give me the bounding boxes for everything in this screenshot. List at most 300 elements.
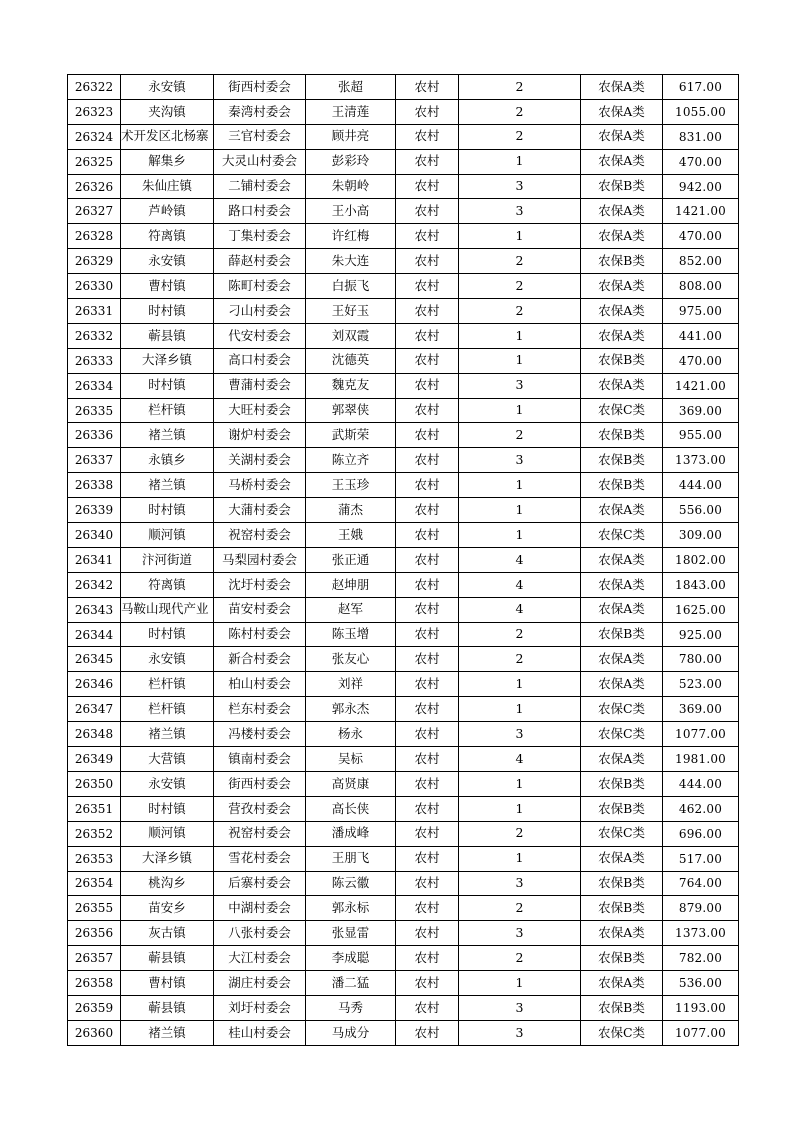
cell-village: 栏东村委会 — [214, 697, 306, 722]
cell-village: 马桥村委会 — [214, 473, 306, 498]
cell-id: 26345 — [68, 647, 121, 672]
cell-category: 农保B类 — [581, 448, 663, 473]
cell-town: 栏杆镇 — [121, 398, 214, 423]
cell-amount: 852.00 — [663, 249, 739, 274]
cell-type: 农村 — [396, 124, 459, 149]
cell-type: 农村 — [396, 572, 459, 597]
cell-town: 芦岭镇 — [121, 199, 214, 224]
cell-count: 2 — [459, 647, 581, 672]
cell-amount: 1981.00 — [663, 747, 739, 772]
cell-count: 1 — [459, 697, 581, 722]
cell-category: 农保A类 — [581, 597, 663, 622]
cell-town: 大营镇 — [121, 747, 214, 772]
cell-town: 永安镇 — [121, 249, 214, 274]
cell-amount: 517.00 — [663, 846, 739, 871]
cell-type: 农村 — [396, 299, 459, 324]
cell-name: 王玉珍 — [306, 473, 396, 498]
cell-amount: 780.00 — [663, 647, 739, 672]
cell-name: 王娥 — [306, 523, 396, 548]
cell-town: 褚兰镇 — [121, 1020, 214, 1045]
table-row — [68, 448, 739, 473]
table-row — [68, 498, 739, 523]
cell-id: 26333 — [68, 348, 121, 373]
cell-name: 潘二猛 — [306, 971, 396, 996]
cell-town: 曹村镇 — [121, 971, 214, 996]
cell-village: 关湖村委会 — [214, 448, 306, 473]
cell-count: 2 — [459, 274, 581, 299]
cell-village: 大灵山村委会 — [214, 149, 306, 174]
table-row — [68, 647, 739, 672]
cell-amount: 470.00 — [663, 149, 739, 174]
table-row — [68, 124, 739, 149]
cell-category: 农保C类 — [581, 821, 663, 846]
cell-name: 王好玉 — [306, 299, 396, 324]
cell-type: 农村 — [396, 199, 459, 224]
cell-name: 武斯荣 — [306, 423, 396, 448]
cell-category: 农保B类 — [581, 896, 663, 921]
cell-village: 陈町村委会 — [214, 274, 306, 299]
cell-id: 26327 — [68, 199, 121, 224]
cell-type: 农村 — [396, 174, 459, 199]
cell-amount: 536.00 — [663, 971, 739, 996]
table-row — [68, 921, 739, 946]
cell-amount: 1373.00 — [663, 921, 739, 946]
cell-count: 1 — [459, 348, 581, 373]
cell-id: 26322 — [68, 75, 121, 100]
cell-amount: 556.00 — [663, 498, 739, 523]
cell-amount: 808.00 — [663, 274, 739, 299]
cell-type: 农村 — [396, 99, 459, 124]
cell-village: 代安村委会 — [214, 323, 306, 348]
cell-id: 26357 — [68, 946, 121, 971]
cell-type: 农村 — [396, 348, 459, 373]
cell-count: 1 — [459, 796, 581, 821]
table-row — [68, 995, 739, 1020]
cell-village: 冯楼村委会 — [214, 722, 306, 747]
cell-town: 符离镇 — [121, 572, 214, 597]
cell-type: 农村 — [396, 622, 459, 647]
cell-category: 农保A类 — [581, 373, 663, 398]
cell-id: 26337 — [68, 448, 121, 473]
cell-amount: 1802.00 — [663, 547, 739, 572]
cell-name: 王小高 — [306, 199, 396, 224]
cell-name: 刘双霞 — [306, 323, 396, 348]
cell-id: 26330 — [68, 274, 121, 299]
cell-village: 营孜村委会 — [214, 796, 306, 821]
cell-type: 农村 — [396, 398, 459, 423]
cell-amount: 696.00 — [663, 821, 739, 846]
cell-town: 永安镇 — [121, 771, 214, 796]
cell-name: 陈云徽 — [306, 871, 396, 896]
cell-type: 农村 — [396, 722, 459, 747]
cell-village: 后寨村委会 — [214, 871, 306, 896]
cell-village: 陈村村委会 — [214, 622, 306, 647]
cell-type: 农村 — [396, 946, 459, 971]
cell-name: 潘成峰 — [306, 821, 396, 846]
cell-village: 沈圩村委会 — [214, 572, 306, 597]
cell-id: 26346 — [68, 672, 121, 697]
cell-id: 26332 — [68, 323, 121, 348]
cell-category: 农保C类 — [581, 523, 663, 548]
cell-village: 街西村委会 — [214, 75, 306, 100]
cell-village: 大旺村委会 — [214, 398, 306, 423]
table-row — [68, 398, 739, 423]
cell-town: 苗安乡 — [121, 896, 214, 921]
cell-id: 26354 — [68, 871, 121, 896]
cell-name: 高贤康 — [306, 771, 396, 796]
cell-town: 朱仙庄镇 — [121, 174, 214, 199]
cell-amount: 444.00 — [663, 771, 739, 796]
cell-village: 苗安村委会 — [214, 597, 306, 622]
cell-amount: 764.00 — [663, 871, 739, 896]
cell-count: 1 — [459, 473, 581, 498]
cell-category: 农保C类 — [581, 722, 663, 747]
cell-amount: 617.00 — [663, 75, 739, 100]
cell-type: 农村 — [396, 672, 459, 697]
cell-count: 2 — [459, 99, 581, 124]
cell-name: 刘祥 — [306, 672, 396, 697]
cell-name: 张超 — [306, 75, 396, 100]
cell-type: 农村 — [396, 249, 459, 274]
cell-type: 农村 — [396, 771, 459, 796]
cell-category: 农保A类 — [581, 124, 663, 149]
cell-category: 农保B类 — [581, 423, 663, 448]
cell-type: 农村 — [396, 523, 459, 548]
cell-type: 农村 — [396, 747, 459, 772]
cell-name: 吴标 — [306, 747, 396, 772]
cell-town: 时村镇 — [121, 796, 214, 821]
cell-town: 顺河镇 — [121, 523, 214, 548]
cell-amount: 1421.00 — [663, 373, 739, 398]
cell-name: 张显雷 — [306, 921, 396, 946]
cell-id: 26340 — [68, 523, 121, 548]
table-row — [68, 846, 739, 871]
cell-category: 农保A类 — [581, 846, 663, 871]
table-row — [68, 323, 739, 348]
cell-category: 农保A类 — [581, 323, 663, 348]
cell-town: 时村镇 — [121, 498, 214, 523]
table-row — [68, 771, 739, 796]
cell-count: 1 — [459, 771, 581, 796]
cell-id: 26347 — [68, 697, 121, 722]
cell-type: 农村 — [396, 1020, 459, 1045]
cell-count: 3 — [459, 871, 581, 896]
cell-amount: 441.00 — [663, 323, 739, 348]
cell-amount: 1421.00 — [663, 199, 739, 224]
cell-type: 农村 — [396, 921, 459, 946]
cell-village: 曹蒲村委会 — [214, 373, 306, 398]
cell-count: 3 — [459, 448, 581, 473]
cell-category: 农保B类 — [581, 622, 663, 647]
cell-type: 农村 — [396, 323, 459, 348]
cell-name: 白振飞 — [306, 274, 396, 299]
cell-id: 26324 — [68, 124, 121, 149]
cell-village: 秦湾村委会 — [214, 99, 306, 124]
cell-type: 农村 — [396, 647, 459, 672]
cell-type: 农村 — [396, 896, 459, 921]
cell-village: 雪花村委会 — [214, 846, 306, 871]
cell-village: 镇南村委会 — [214, 747, 306, 772]
cell-amount: 879.00 — [663, 896, 739, 921]
cell-village: 丁集村委会 — [214, 224, 306, 249]
cell-count: 3 — [459, 921, 581, 946]
cell-type: 农村 — [396, 846, 459, 871]
cell-village: 马梨园村委会 — [214, 547, 306, 572]
cell-count: 2 — [459, 896, 581, 921]
table-row — [68, 622, 739, 647]
table-row — [68, 672, 739, 697]
cell-name: 杨永 — [306, 722, 396, 747]
cell-category: 农保B类 — [581, 249, 663, 274]
cell-name: 赵军 — [306, 597, 396, 622]
cell-count: 1 — [459, 323, 581, 348]
cell-amount: 955.00 — [663, 423, 739, 448]
cell-town: 顺河镇 — [121, 821, 214, 846]
table-row — [68, 796, 739, 821]
cell-id: 26342 — [68, 572, 121, 597]
cell-count: 1 — [459, 971, 581, 996]
table-row — [68, 523, 739, 548]
cell-name: 马成分 — [306, 1020, 396, 1045]
cell-type: 农村 — [396, 423, 459, 448]
cell-village: 柏山村委会 — [214, 672, 306, 697]
cell-village: 八张村委会 — [214, 921, 306, 946]
table-row — [68, 971, 739, 996]
cell-town: 时村镇 — [121, 373, 214, 398]
cell-village: 路口村委会 — [214, 199, 306, 224]
cell-village: 高口村委会 — [214, 348, 306, 373]
cell-category: 农保A类 — [581, 224, 663, 249]
cell-village: 薛赵村委会 — [214, 249, 306, 274]
cell-type: 农村 — [396, 473, 459, 498]
cell-town: 解集乡 — [121, 149, 214, 174]
cell-village: 祝窑村委会 — [214, 821, 306, 846]
table-row — [68, 547, 739, 572]
cell-category: 农保C类 — [581, 697, 663, 722]
cell-town: 时村镇 — [121, 622, 214, 647]
cell-category: 农保B类 — [581, 871, 663, 896]
cell-category: 农保C类 — [581, 398, 663, 423]
cell-name: 蒲杰 — [306, 498, 396, 523]
cell-name: 王朋飞 — [306, 846, 396, 871]
cell-amount: 831.00 — [663, 124, 739, 149]
cell-name: 朱大连 — [306, 249, 396, 274]
cell-name: 张正通 — [306, 547, 396, 572]
cell-category: 农保A类 — [581, 672, 663, 697]
cell-town: 符离镇 — [121, 224, 214, 249]
cell-count: 1 — [459, 672, 581, 697]
cell-name: 彭彩玲 — [306, 149, 396, 174]
cell-town: 曹村镇 — [121, 274, 214, 299]
cell-category: 农保A类 — [581, 99, 663, 124]
table-row — [68, 149, 739, 174]
cell-town: 时村镇 — [121, 299, 214, 324]
cell-count: 3 — [459, 1020, 581, 1045]
table-row — [68, 896, 739, 921]
cell-type: 农村 — [396, 448, 459, 473]
table-row — [68, 597, 739, 622]
cell-type: 农村 — [396, 697, 459, 722]
cell-category: 农保B类 — [581, 995, 663, 1020]
cell-name: 陈玉增 — [306, 622, 396, 647]
cell-town: 褚兰镇 — [121, 473, 214, 498]
cell-id: 26329 — [68, 249, 121, 274]
cell-count: 1 — [459, 149, 581, 174]
cell-town: 褚兰镇 — [121, 423, 214, 448]
cell-amount: 925.00 — [663, 622, 739, 647]
table-row — [68, 1020, 739, 1045]
table-row — [68, 348, 739, 373]
cell-village: 新合村委会 — [214, 647, 306, 672]
cell-town: 蕲县镇 — [121, 323, 214, 348]
cell-name: 李成聪 — [306, 946, 396, 971]
table-row — [68, 821, 739, 846]
cell-town: 蕲县镇 — [121, 946, 214, 971]
cell-category: 农保A类 — [581, 274, 663, 299]
cell-category: 农保A类 — [581, 498, 663, 523]
cell-count: 3 — [459, 722, 581, 747]
table-row — [68, 572, 739, 597]
cell-id: 26328 — [68, 224, 121, 249]
cell-town: 大泽乡镇 — [121, 846, 214, 871]
cell-amount: 369.00 — [663, 697, 739, 722]
cell-id: 26331 — [68, 299, 121, 324]
cell-count: 2 — [459, 622, 581, 647]
cell-count: 1 — [459, 224, 581, 249]
cell-id: 26353 — [68, 846, 121, 871]
cell-amount: 1077.00 — [663, 722, 739, 747]
cell-town: 蕲县镇 — [121, 995, 214, 1020]
cell-town: 永镇乡 — [121, 448, 214, 473]
cell-type: 农村 — [396, 871, 459, 896]
cell-id: 26349 — [68, 747, 121, 772]
cell-category: 农保B类 — [581, 796, 663, 821]
cell-id: 26355 — [68, 896, 121, 921]
cell-category: 农保A类 — [581, 572, 663, 597]
cell-village: 谢炉村委会 — [214, 423, 306, 448]
cell-id: 26352 — [68, 821, 121, 846]
cell-town: 栏杆镇 — [121, 697, 214, 722]
cell-amount: 470.00 — [663, 224, 739, 249]
cell-name: 高长侠 — [306, 796, 396, 821]
cell-amount: 975.00 — [663, 299, 739, 324]
cell-category: 农保B类 — [581, 771, 663, 796]
cell-village: 刁山村委会 — [214, 299, 306, 324]
cell-village: 三官村委会 — [214, 124, 306, 149]
cell-town: 汴河街道 — [121, 547, 214, 572]
cell-id: 26335 — [68, 398, 121, 423]
cell-type: 农村 — [396, 995, 459, 1020]
cell-name: 朱朝岭 — [306, 174, 396, 199]
cell-count: 3 — [459, 174, 581, 199]
cell-count: 2 — [459, 946, 581, 971]
cell-name: 王清莲 — [306, 99, 396, 124]
table-row — [68, 871, 739, 896]
cell-id: 26356 — [68, 921, 121, 946]
cell-id: 26338 — [68, 473, 121, 498]
cell-name: 许红梅 — [306, 224, 396, 249]
cell-category: 农保A类 — [581, 971, 663, 996]
cell-id: 26326 — [68, 174, 121, 199]
cell-category: 农保A类 — [581, 547, 663, 572]
cell-type: 农村 — [396, 547, 459, 572]
cell-village: 桂山村委会 — [214, 1020, 306, 1045]
cell-type: 农村 — [396, 224, 459, 249]
cell-type: 农村 — [396, 796, 459, 821]
cell-name: 郭永杰 — [306, 697, 396, 722]
cell-category: 农保A类 — [581, 149, 663, 174]
cell-town: 夹沟镇 — [121, 99, 214, 124]
cell-amount: 523.00 — [663, 672, 739, 697]
cell-name: 赵坤朋 — [306, 572, 396, 597]
cell-type: 农村 — [396, 821, 459, 846]
cell-name: 沈德英 — [306, 348, 396, 373]
cell-category: 农保A类 — [581, 75, 663, 100]
table-row — [68, 473, 739, 498]
cell-id: 26341 — [68, 547, 121, 572]
table-row — [68, 946, 739, 971]
records-table — [67, 74, 739, 1046]
cell-type: 农村 — [396, 597, 459, 622]
cell-town: 褚兰镇 — [121, 722, 214, 747]
cell-count: 2 — [459, 821, 581, 846]
cell-count: 2 — [459, 75, 581, 100]
cell-town: 桃沟乡 — [121, 871, 214, 896]
table-row — [68, 274, 739, 299]
cell-category: 农保A类 — [581, 921, 663, 946]
cell-id: 26360 — [68, 1020, 121, 1045]
table-row — [68, 199, 739, 224]
cell-name: 魏克友 — [306, 373, 396, 398]
cell-count: 1 — [459, 498, 581, 523]
cell-village: 大蒲村委会 — [214, 498, 306, 523]
cell-town: 大泽乡镇 — [121, 348, 214, 373]
cell-category: 农保C类 — [581, 1020, 663, 1045]
cell-count: 1 — [459, 398, 581, 423]
table-row — [68, 99, 739, 124]
cell-id: 26358 — [68, 971, 121, 996]
cell-id: 26351 — [68, 796, 121, 821]
table-row — [68, 373, 739, 398]
cell-amount: 1193.00 — [663, 995, 739, 1020]
cell-count: 2 — [459, 299, 581, 324]
cell-count: 1 — [459, 846, 581, 871]
cell-count: 4 — [459, 572, 581, 597]
cell-name: 马秀 — [306, 995, 396, 1020]
cell-count: 3 — [459, 199, 581, 224]
cell-count: 4 — [459, 547, 581, 572]
cell-amount: 444.00 — [663, 473, 739, 498]
cell-count: 1 — [459, 523, 581, 548]
cell-amount: 942.00 — [663, 174, 739, 199]
cell-id: 26334 — [68, 373, 121, 398]
cell-amount: 369.00 — [663, 398, 739, 423]
cell-category: 农保A类 — [581, 299, 663, 324]
cell-id: 26348 — [68, 722, 121, 747]
cell-id: 26325 — [68, 149, 121, 174]
cell-count: 4 — [459, 747, 581, 772]
cell-amount: 309.00 — [663, 523, 739, 548]
cell-type: 农村 — [396, 498, 459, 523]
table-row — [68, 722, 739, 747]
cell-category: 农保B类 — [581, 348, 663, 373]
table-row — [68, 697, 739, 722]
cell-id: 26350 — [68, 771, 121, 796]
table-row — [68, 224, 739, 249]
cell-category: 农保A类 — [581, 647, 663, 672]
cell-type: 农村 — [396, 75, 459, 100]
cell-amount: 1055.00 — [663, 99, 739, 124]
